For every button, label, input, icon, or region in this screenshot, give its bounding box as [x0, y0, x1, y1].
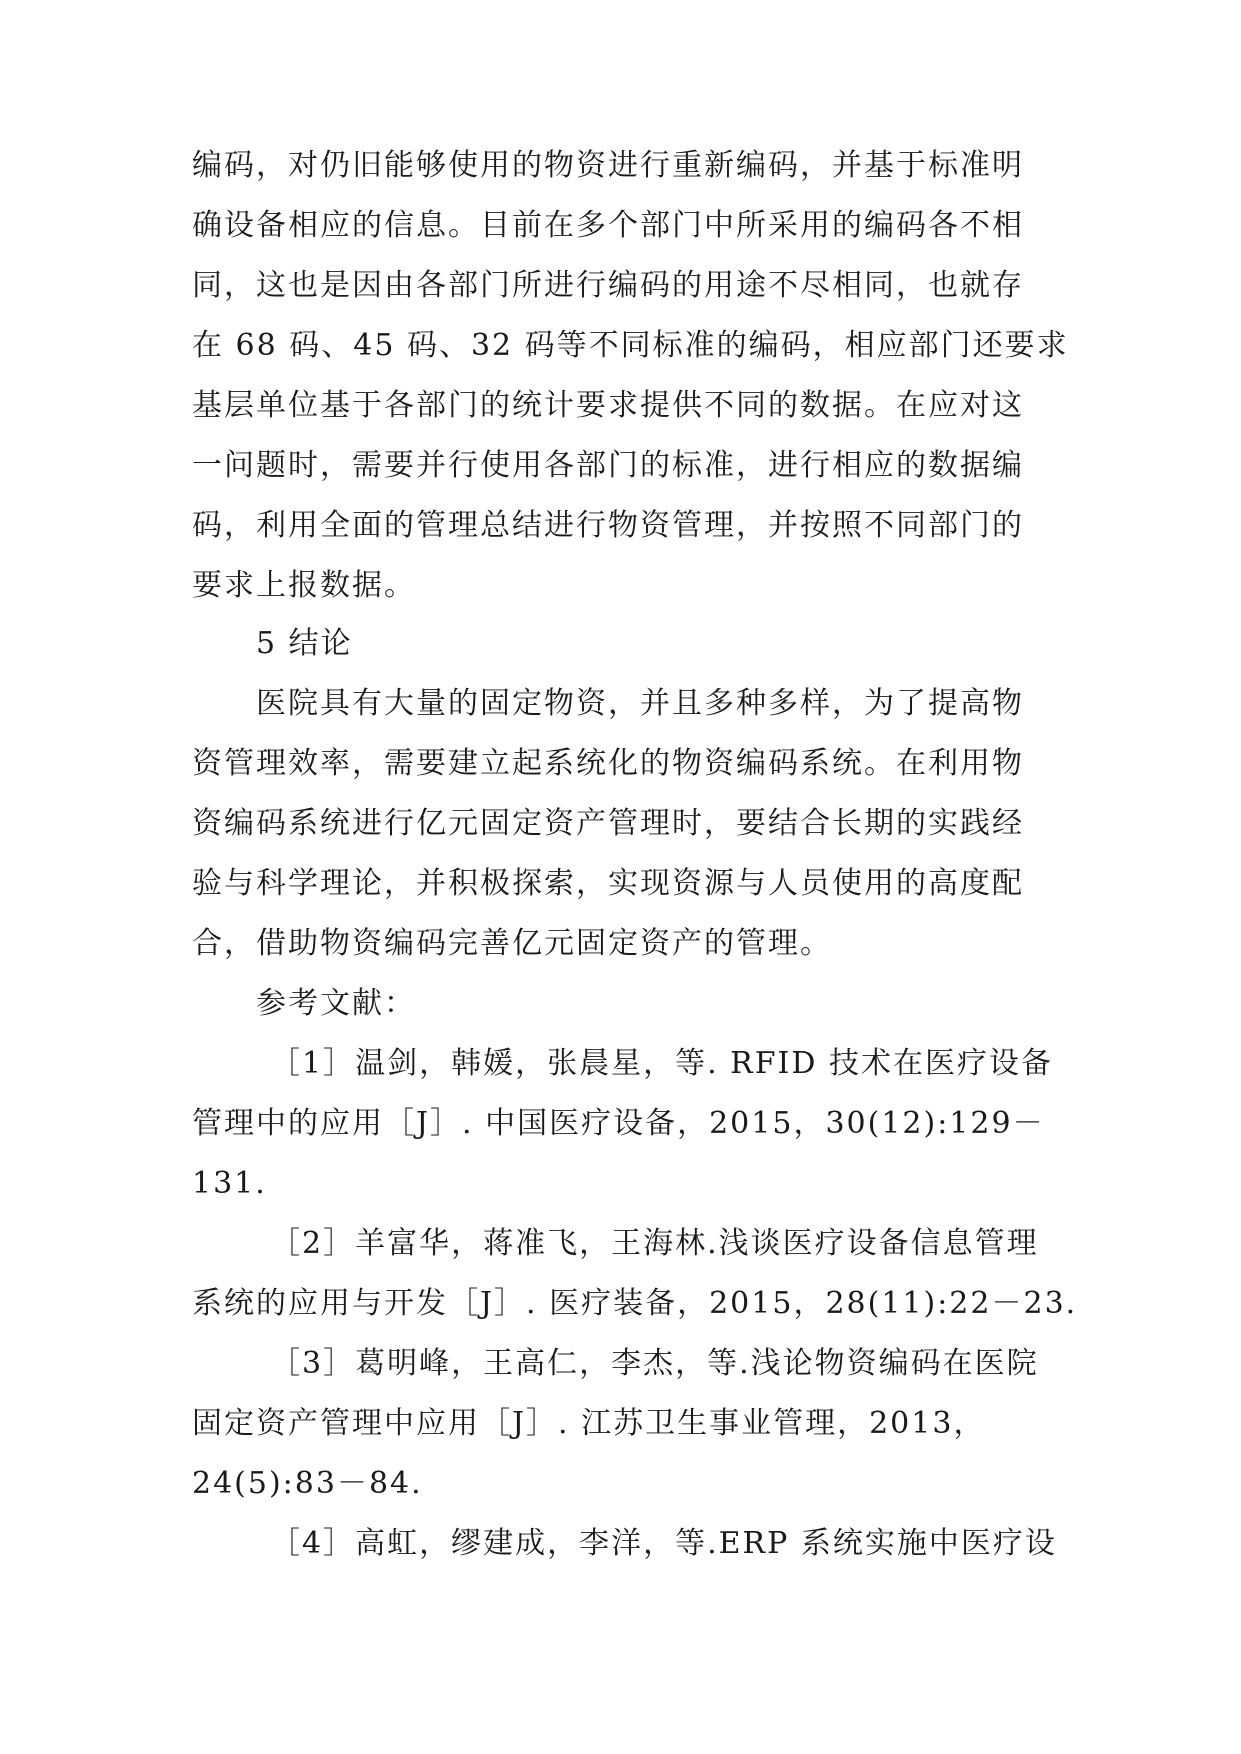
reference-item-1 — [192, 1034, 1052, 1214]
conclusion-paragraph — [192, 674, 1052, 974]
body-line: 一问题时，需要并行使用各部门的标准，进行相应的数据编 — [192, 448, 1024, 483]
body-line: 合，借助物资编码完善亿元固定资产的管理。 — [192, 926, 832, 961]
reference-line: 固定资产管理中应用［J］. 江苏卫生事业管理，2013， — [192, 1406, 986, 1441]
reference-line: ［1］温剑，韩媛，张晨星，等. RFID 技术在医疗设备 — [270, 1046, 1054, 1081]
reference-line: 131. — [192, 1166, 267, 1201]
body-line: 验与科学理论，并积极探索，实现资源与人员使用的高度配 — [192, 866, 1024, 901]
references-heading-block — [192, 974, 1052, 1034]
reference-line: ［3］葛明峰，王高仁，李杰，等.浅论物资编码在医院 — [270, 1346, 1039, 1381]
body-line: 资管理效率，需要建立起系统化的物资编码系统。在利用物 — [192, 746, 1024, 781]
body-line: 同，这也是因由各部门所进行编码的用途不尽相同，也就存 — [192, 268, 1024, 303]
body-line: 医院具有大量的固定物资，并且多种多样，为了提高物 — [256, 686, 1024, 721]
references-heading: 参考文献： — [256, 986, 416, 1021]
reference-line: 管理中的应用［J］. 中国医疗设备，2015，30(12):129－ — [192, 1106, 1045, 1141]
body-line: 要求上报数据。 — [192, 568, 416, 603]
body-line: 码，利用全面的管理总结进行物资管理，并按照不同部门的 — [192, 508, 1024, 543]
reference-item-2 — [192, 1214, 1078, 1334]
reference-line: ［4］高虹，缪建成，李洋，等.ERP 系统实施中医疗设 — [270, 1526, 1057, 1561]
body-line: 基层单位基于各部门的统计要求提供不同的数据。在应对这 — [192, 388, 1024, 423]
reference-line: 24(5):83－84. — [192, 1466, 423, 1501]
section-heading: 5 结论 — [256, 626, 353, 661]
reference-item-4 — [192, 1514, 1057, 1574]
body-line: 确设备相应的信息。目前在多个部门中所采用的编码各不相 — [192, 208, 1024, 243]
body-line: 资编码系统进行亿元固定资产管理时，要结合长期的实践经 — [192, 806, 1024, 841]
body-line: 在 68 码、45 码、32 码等不同标准的编码，相应部门还要求 — [192, 328, 1069, 363]
reference-item-3 — [192, 1334, 1052, 1514]
conclusion-section — [192, 614, 1052, 674]
reference-line: ［2］羊富华，蒋准飞，王海林.浅谈医疗设备信息管理 — [270, 1226, 1039, 1261]
reference-line: 系统的应用与开发［J］. 医疗装备，2015，28(11):22－23. — [192, 1286, 1078, 1321]
body-line: 编码，对仍旧能够使用的物资进行重新编码，并基于标准明 — [192, 148, 1024, 183]
paragraph-continuation — [192, 136, 1069, 616]
